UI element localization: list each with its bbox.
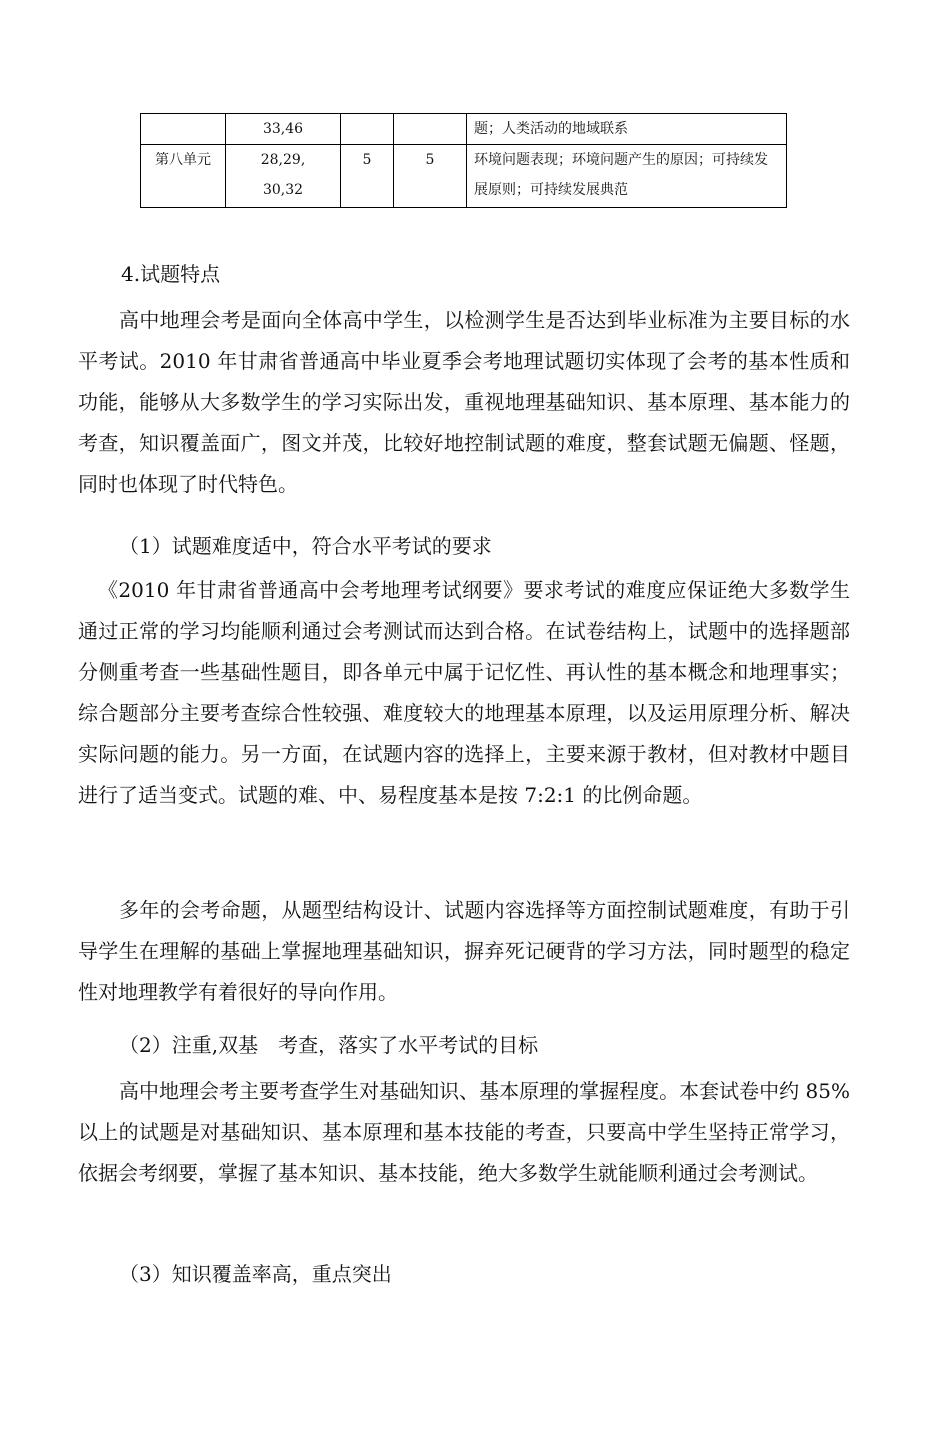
count-b-cell: 5 <box>394 145 467 208</box>
subsection-2-heading: （2）注重,双基 考查，落实了水平考试的目标 <box>119 1033 539 1057</box>
subsection-3-heading: （3）知识覆盖率高，重点突出 <box>119 1262 392 1286</box>
content-cell: 环境问题表现；环境问题产生的原因；可持续发展原则；可持续发展典范 <box>467 145 787 208</box>
exam-spec-table <box>140 113 787 208</box>
table-row <box>141 145 787 208</box>
subsection-1-paragraph-2: 多年的会考命题，从题型结构设计、试题内容选择等方面控制试题难度，有助于引导学生在理解的基础上掌握地理基础知识，摒弃死记硬背的学习方法，同时题型的稳定性对地理教学有着很好的导向作用。 <box>78 898 850 1004</box>
unit-cell: 第八单元 <box>141 145 226 208</box>
subsection-1-paragraph-1: 《2010 年甘肃省普通高中会考地理考试纲要》要求考试的难度应保证绝大多数学生通过正常的学习均能顺利通过会考测试而达到合格。在试卷结构上，试题中的选择题部分侧重考查一些基础性题目，即各单元中属于记忆性、再认性的基本概念和地理事实；综合题部分主要考查综合性较强、难度较大的地理基本原理，以及运用原理分析、解决实际问题的能力。另一方面，在试题内容的选择上，主要来源于教材，但对教材中题目进行了适当变式。试题的难、中、易程度基本是按 7:2:1 的比例命题。 <box>78 578 850 807</box>
count-a-cell <box>341 114 394 145</box>
count-b-cell <box>394 114 467 145</box>
count-a-cell: 5 <box>341 145 394 208</box>
unit-cell <box>141 114 226 145</box>
table-row <box>141 114 787 145</box>
subsection-1-heading: （1）试题难度适中，符合水平考试的要求 <box>119 534 492 558</box>
subsection-2-paragraph: 高中地理会考主要考查学生对基础知识、基本原理的掌握程度。本套试卷中约 85%以上的试题是对基础知识、基本原理和基本技能的考查，只要高中学生坚持正常学习，依据会考纲要，掌握了基本知识、基本技能，绝大多数学生就能顺利通过会考测试。 <box>78 1079 850 1185</box>
content-cell: 题；人类活动的地域联系 <box>467 114 787 145</box>
section-heading: 4.试题特点 <box>121 262 221 286</box>
intro-paragraph: 高中地理会考是面向全体高中学生，以检测学生是否达到毕业标准为主要目标的水平考试。2010 年甘肃省普通高中毕业夏季会考地理试题切实体现了会考的基本性质和功能，能够从大多数学生的学习实际出发，重视地理基础知识、基本原理、基本能力的考查，知识覆盖面广，图文并茂，比较好地控制试题的难度，整套试题无偏题、怪题，同时也体现了时代特色。 <box>78 308 850 496</box>
items-cell: 28,29, 30,32 <box>226 145 341 208</box>
items-cell: 33,46 <box>226 114 341 145</box>
